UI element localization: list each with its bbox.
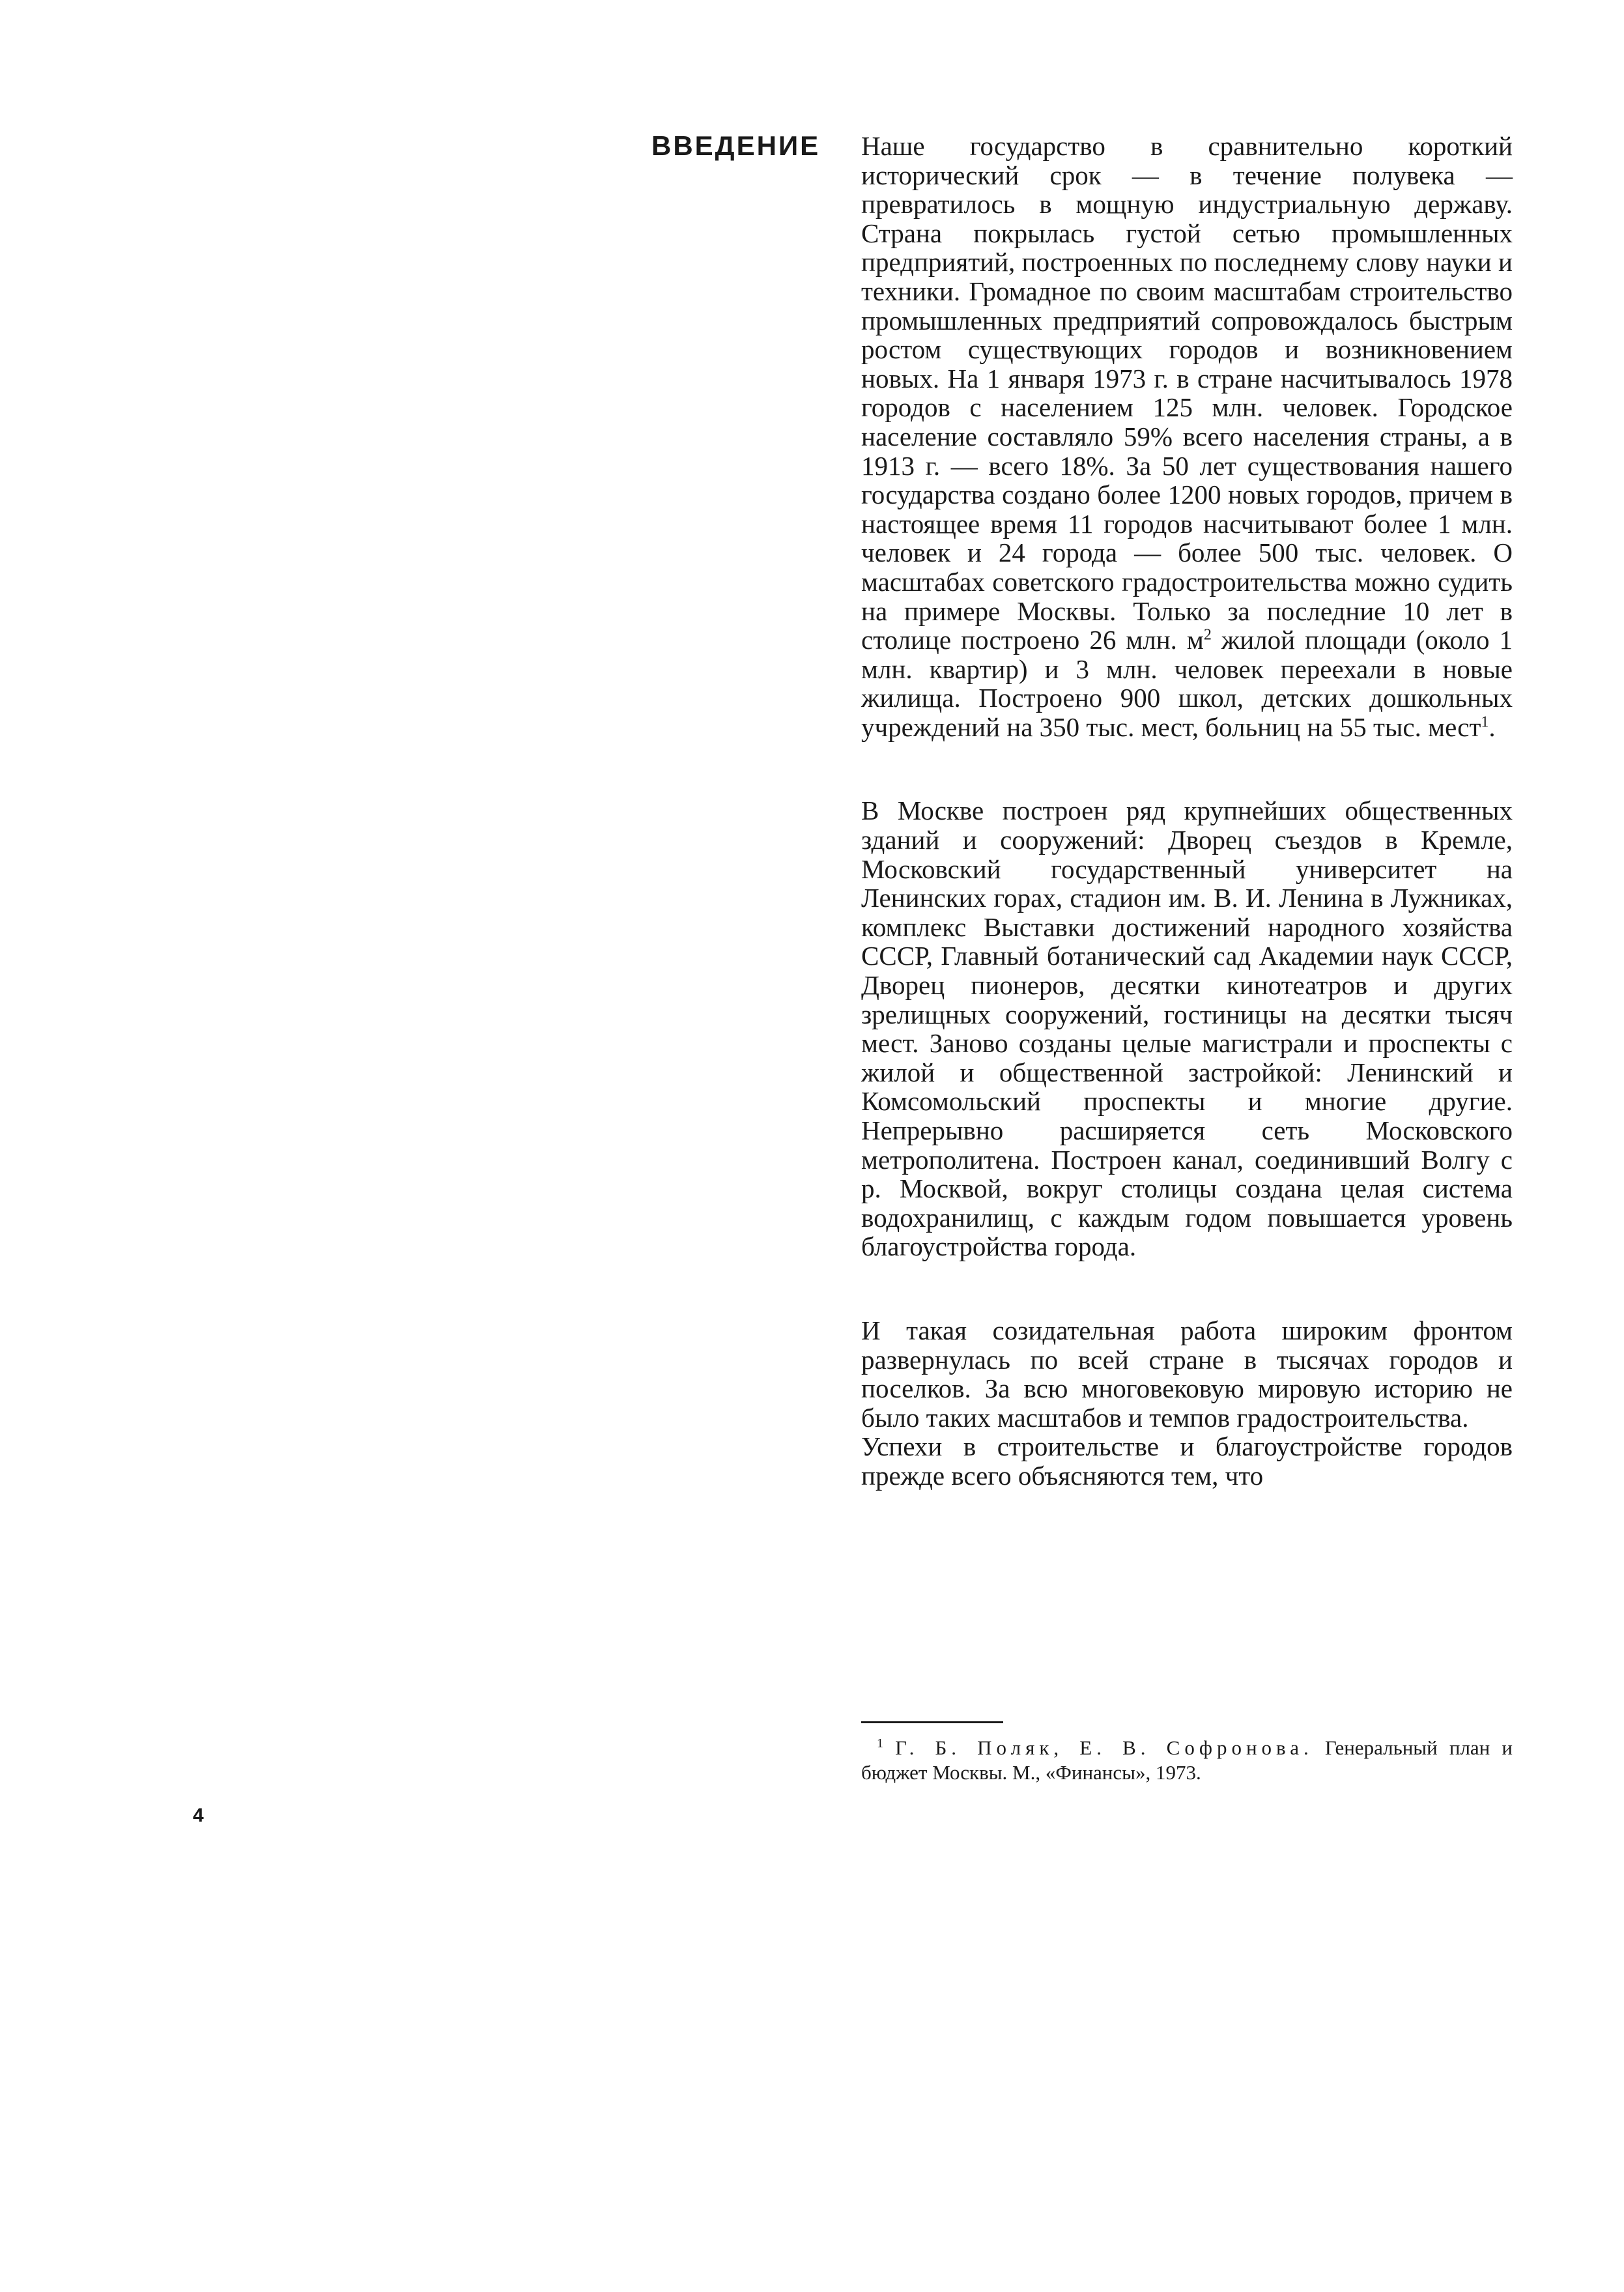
section-heading: ВВЕДЕНИЕ bbox=[651, 130, 821, 161]
paragraph-3 bbox=[861, 1316, 1513, 1491]
paragraph-1-part-a: Наше государство в сравнительно короткий исторический срок — в течение полувека — превратилось в мощную индустриальную державу. Страна покрылась густой сетью промышленных предприятий, построенных по последнему слову науки и техники. Громадное по своим масштабам строительство промышленных предприятий сопровождалось быстрым ростом существующих городов и возникновением новых. На 1 января 1973 г. в стране насчитывалось 1978 городов с населением 125 млн. человек. Городское население составляло 59% всего населения страны, а в 1913 г. — всего 18%. За 50 лет существования нашего государства создано более 1200 новых городов, причем в настоящее время 11 городов насчитывают более 1 млн. человек и 24 города — более 500 тыс. человек. О масштабах советского градостроительства можно судить на примере Москвы. Только за последние 10 лет в столице построено 26 млн. м bbox=[861, 131, 1513, 655]
footnote-divider bbox=[861, 1721, 1003, 1723]
footnote-mark: 1 bbox=[877, 1736, 883, 1751]
footnote-authors: Г. Б. Поляк, Е. В. Софронова. bbox=[895, 1736, 1313, 1759]
footnote-citation: Генеральный план и бюджет Москвы. М., «Финансы», 1973. bbox=[861, 1736, 1513, 1784]
paragraph-4-text: Успехи в строительстве и благоустройстве городов прежде всего объясняются тем, что bbox=[861, 1431, 1513, 1491]
footnote-reference: 1 bbox=[1481, 713, 1489, 731]
paragraph-2-text: В Москве построен ряд крупнейших общественных зданий и сооружений: Дворец съездов в Кремле, Московский государственный университет на Ленинских горах, стадион им. В. И. Ленина в Лужниках, комплекс Выставки достижений народного хозяйства СССР, Главный ботанический сад Академии наук СССР, Дворец пионеров, десятки кинотеатров и других зрелищных сооружений, гостиницы на десятки тысяч мест. Заново созданы целые магистрали и проспекты с жилой и общественной застройкой: Ленинский и Комсомольский проспекты и многие другие. Непрерывно расширяется сеть Московского метрополитена. Построен канал, соединивший Волгу с р. Москвой, вокруг столицы создана целая система водохранилищ, с каждым годом повышается уровень благоустройства города. bbox=[861, 795, 1513, 1262]
superscript-square: 2 bbox=[1203, 626, 1212, 644]
page-number: 4 bbox=[193, 1805, 204, 1826]
paragraph-1-text bbox=[861, 132, 1513, 741]
paragraph-3-text: И такая созидательная работа широким фронтом развернулась по всей стране в тысячах городов и поселков. За всю многовековую мировую историю не было таких масштабов и темпов градостроительства. bbox=[861, 1315, 1513, 1433]
footnote bbox=[861, 1736, 1513, 1785]
paragraph-1 bbox=[861, 132, 1513, 741]
main-text-column bbox=[861, 132, 1513, 1491]
paragraph-1-part-b: жилой площади (около 1 млн. квартир) и 3 млн. человек переехали в новые жилища. Построено 900 школ, детских дошкольных учреждений на 350 тыс. мест, больниц на 55 тыс. мест bbox=[861, 625, 1513, 742]
paragraph-1-tail: . bbox=[1489, 711, 1496, 742]
paragraph-2 bbox=[861, 796, 1513, 1261]
